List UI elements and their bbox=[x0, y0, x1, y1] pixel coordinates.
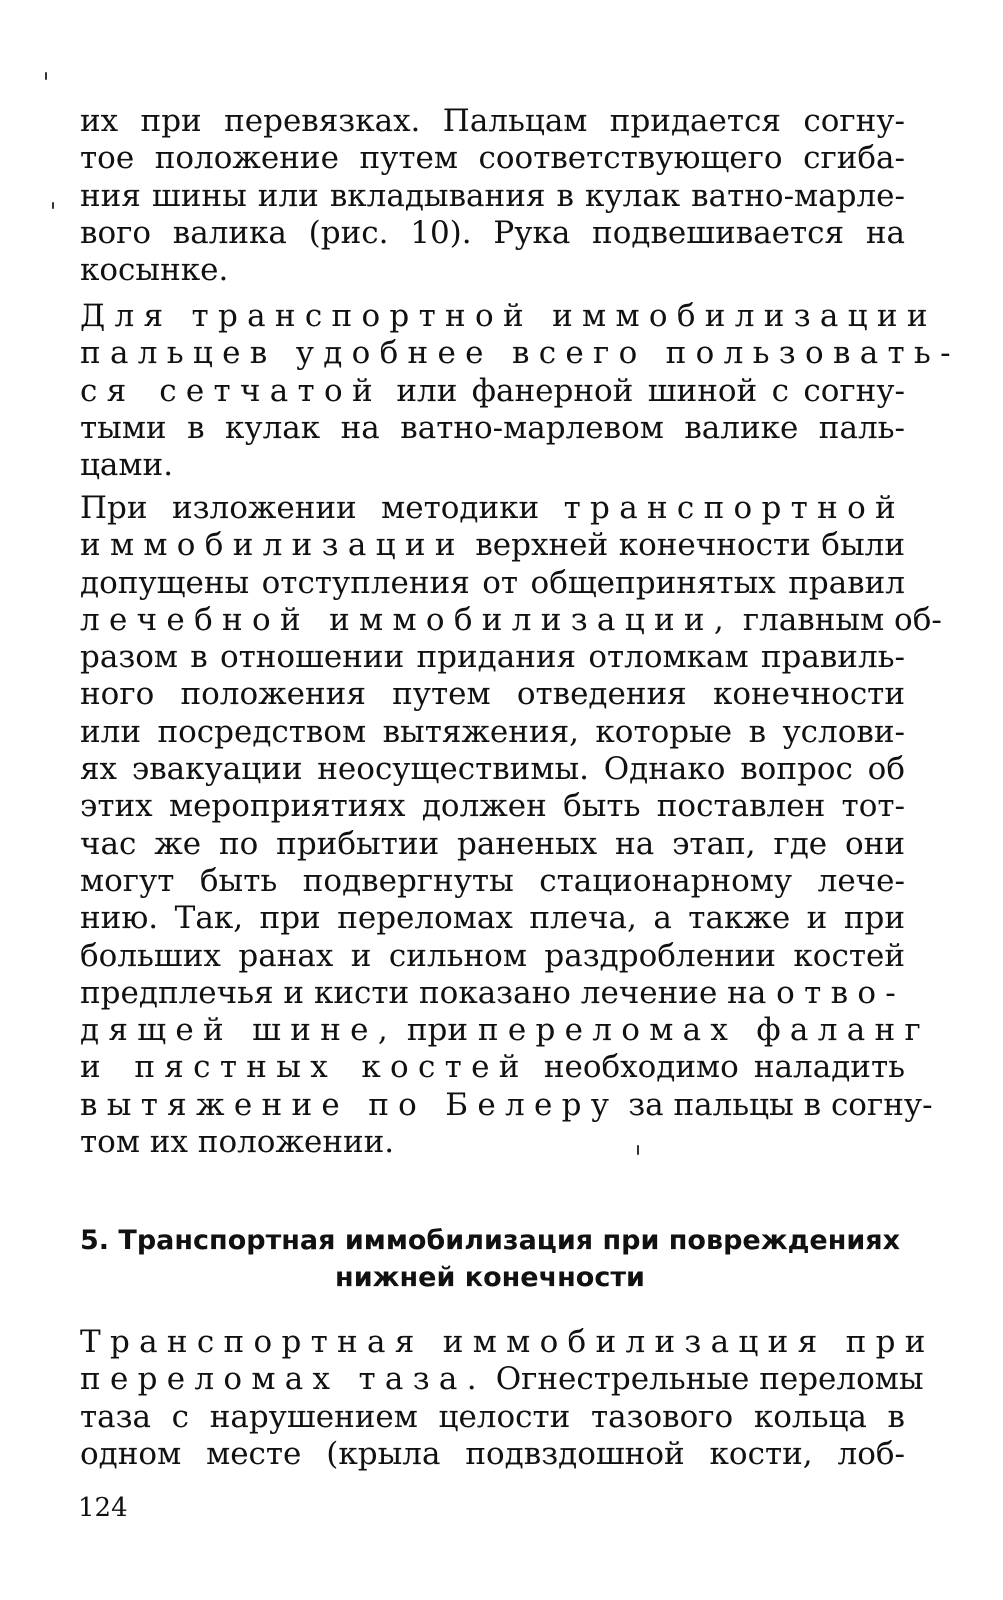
section-heading-line: 5. Транспортная иммобилизация при повреждениях bbox=[79, 1225, 901, 1256]
text-run: При изложении методики bbox=[80, 490, 540, 526]
emphasis-spaced: иммобилизации bbox=[80, 527, 465, 564]
text-line: вого валика (рис. 10). Рука подвешивается на bbox=[80, 214, 905, 251]
text-line: час же по прибытии раненых на этап, где они bbox=[80, 825, 905, 862]
print-speck bbox=[52, 202, 54, 209]
text-line: ях эвакуации неосуществимы. Однако вопрос об bbox=[80, 751, 905, 788]
paragraph-2 bbox=[80, 298, 960, 484]
text-line bbox=[80, 1049, 905, 1086]
text-line: нию. Так, при переломах плеча, а также и при bbox=[80, 900, 905, 937]
text-run: необходимо наладить bbox=[543, 1049, 905, 1086]
text-run: главным об- bbox=[742, 601, 942, 638]
emphasis-spaced: переломах таза. bbox=[80, 1361, 486, 1398]
text-line: ного положения путем отведения конечности bbox=[80, 676, 905, 713]
text-line: тыми в кулак на ватно-марлевом валике паль- bbox=[80, 409, 905, 446]
text-run: верхней конечности были bbox=[475, 527, 905, 564]
paragraph-4 bbox=[80, 1324, 935, 1473]
text-line bbox=[80, 1086, 933, 1124]
text-run: при bbox=[406, 1012, 469, 1049]
text-line bbox=[80, 975, 905, 1012]
text-line: или посредством вытяжения, которые в услови- bbox=[80, 713, 905, 750]
text-line-spaced: Для транспортной иммобилизации bbox=[80, 298, 937, 334]
text-line: их при перевязках. Пальцам придается согну- bbox=[80, 103, 905, 139]
text-line-spaced: Транспортная иммобилизация при bbox=[80, 1324, 935, 1360]
text-line-spaced: пальцев удобнее всего пользовать- bbox=[80, 335, 960, 372]
emphasis-spaced: лечебной иммобилизации, bbox=[80, 601, 734, 638]
text-run: или фанерной шиной с согну- bbox=[396, 372, 906, 409]
text-line bbox=[80, 1012, 930, 1049]
emphasis-spaced: отво- bbox=[776, 974, 906, 1011]
text-line: могут быть подвергнуты стационарному лече- bbox=[80, 862, 905, 899]
emphasis-spaced: дящей шине, bbox=[80, 1012, 397, 1049]
emphasis-spaced: переломах фаланг bbox=[477, 1012, 930, 1049]
text-line: одном месте (крыла подвздошной кости, лоб- bbox=[80, 1435, 905, 1472]
text-line bbox=[80, 601, 942, 639]
text-line: этих мероприятиях должен быть поставлен тот- bbox=[80, 788, 905, 825]
text-line: тое положение путем соответствующего сгиба- bbox=[80, 140, 905, 177]
paragraph-1 bbox=[80, 103, 905, 289]
text-line bbox=[80, 1361, 924, 1398]
text-line bbox=[80, 527, 905, 564]
page-number: 124 bbox=[78, 1493, 128, 1523]
text-line bbox=[80, 490, 905, 527]
print-speck bbox=[45, 72, 47, 80]
text-line bbox=[80, 373, 905, 410]
text-line: ния шины или вкладывания в кулак ватно-марле- bbox=[80, 177, 905, 214]
text-line: цами. bbox=[80, 447, 174, 484]
text-run: за пальцы в согну- bbox=[628, 1086, 933, 1123]
section-heading bbox=[70, 1222, 910, 1296]
text-line: косынке. bbox=[80, 252, 229, 289]
section-heading-line: нижней конечности bbox=[335, 1262, 645, 1293]
text-line: том их положении. bbox=[80, 1124, 395, 1161]
text-run: предплечья и кисти показано лечение на bbox=[80, 974, 767, 1011]
emphasis-spaced: ся сетчатой bbox=[80, 372, 382, 409]
emphasis-spaced: вытяжение по Белеру bbox=[80, 1086, 619, 1123]
text-line: больших ранах и сильном раздроблении костей bbox=[80, 937, 905, 974]
text-run: Огнестрельные переломы bbox=[495, 1361, 924, 1398]
paragraph-3 bbox=[80, 490, 942, 1161]
emphasis-spaced: транспортной bbox=[563, 490, 905, 526]
text-line: таза с нарушением целости тазового кольца в bbox=[80, 1398, 905, 1435]
text-line: допущены отступления от общепринятых правил bbox=[80, 564, 905, 601]
text-line: разом в отношении придания отломкам правиль- bbox=[80, 639, 905, 676]
emphasis-spaced: и пястных костей bbox=[80, 1049, 529, 1086]
